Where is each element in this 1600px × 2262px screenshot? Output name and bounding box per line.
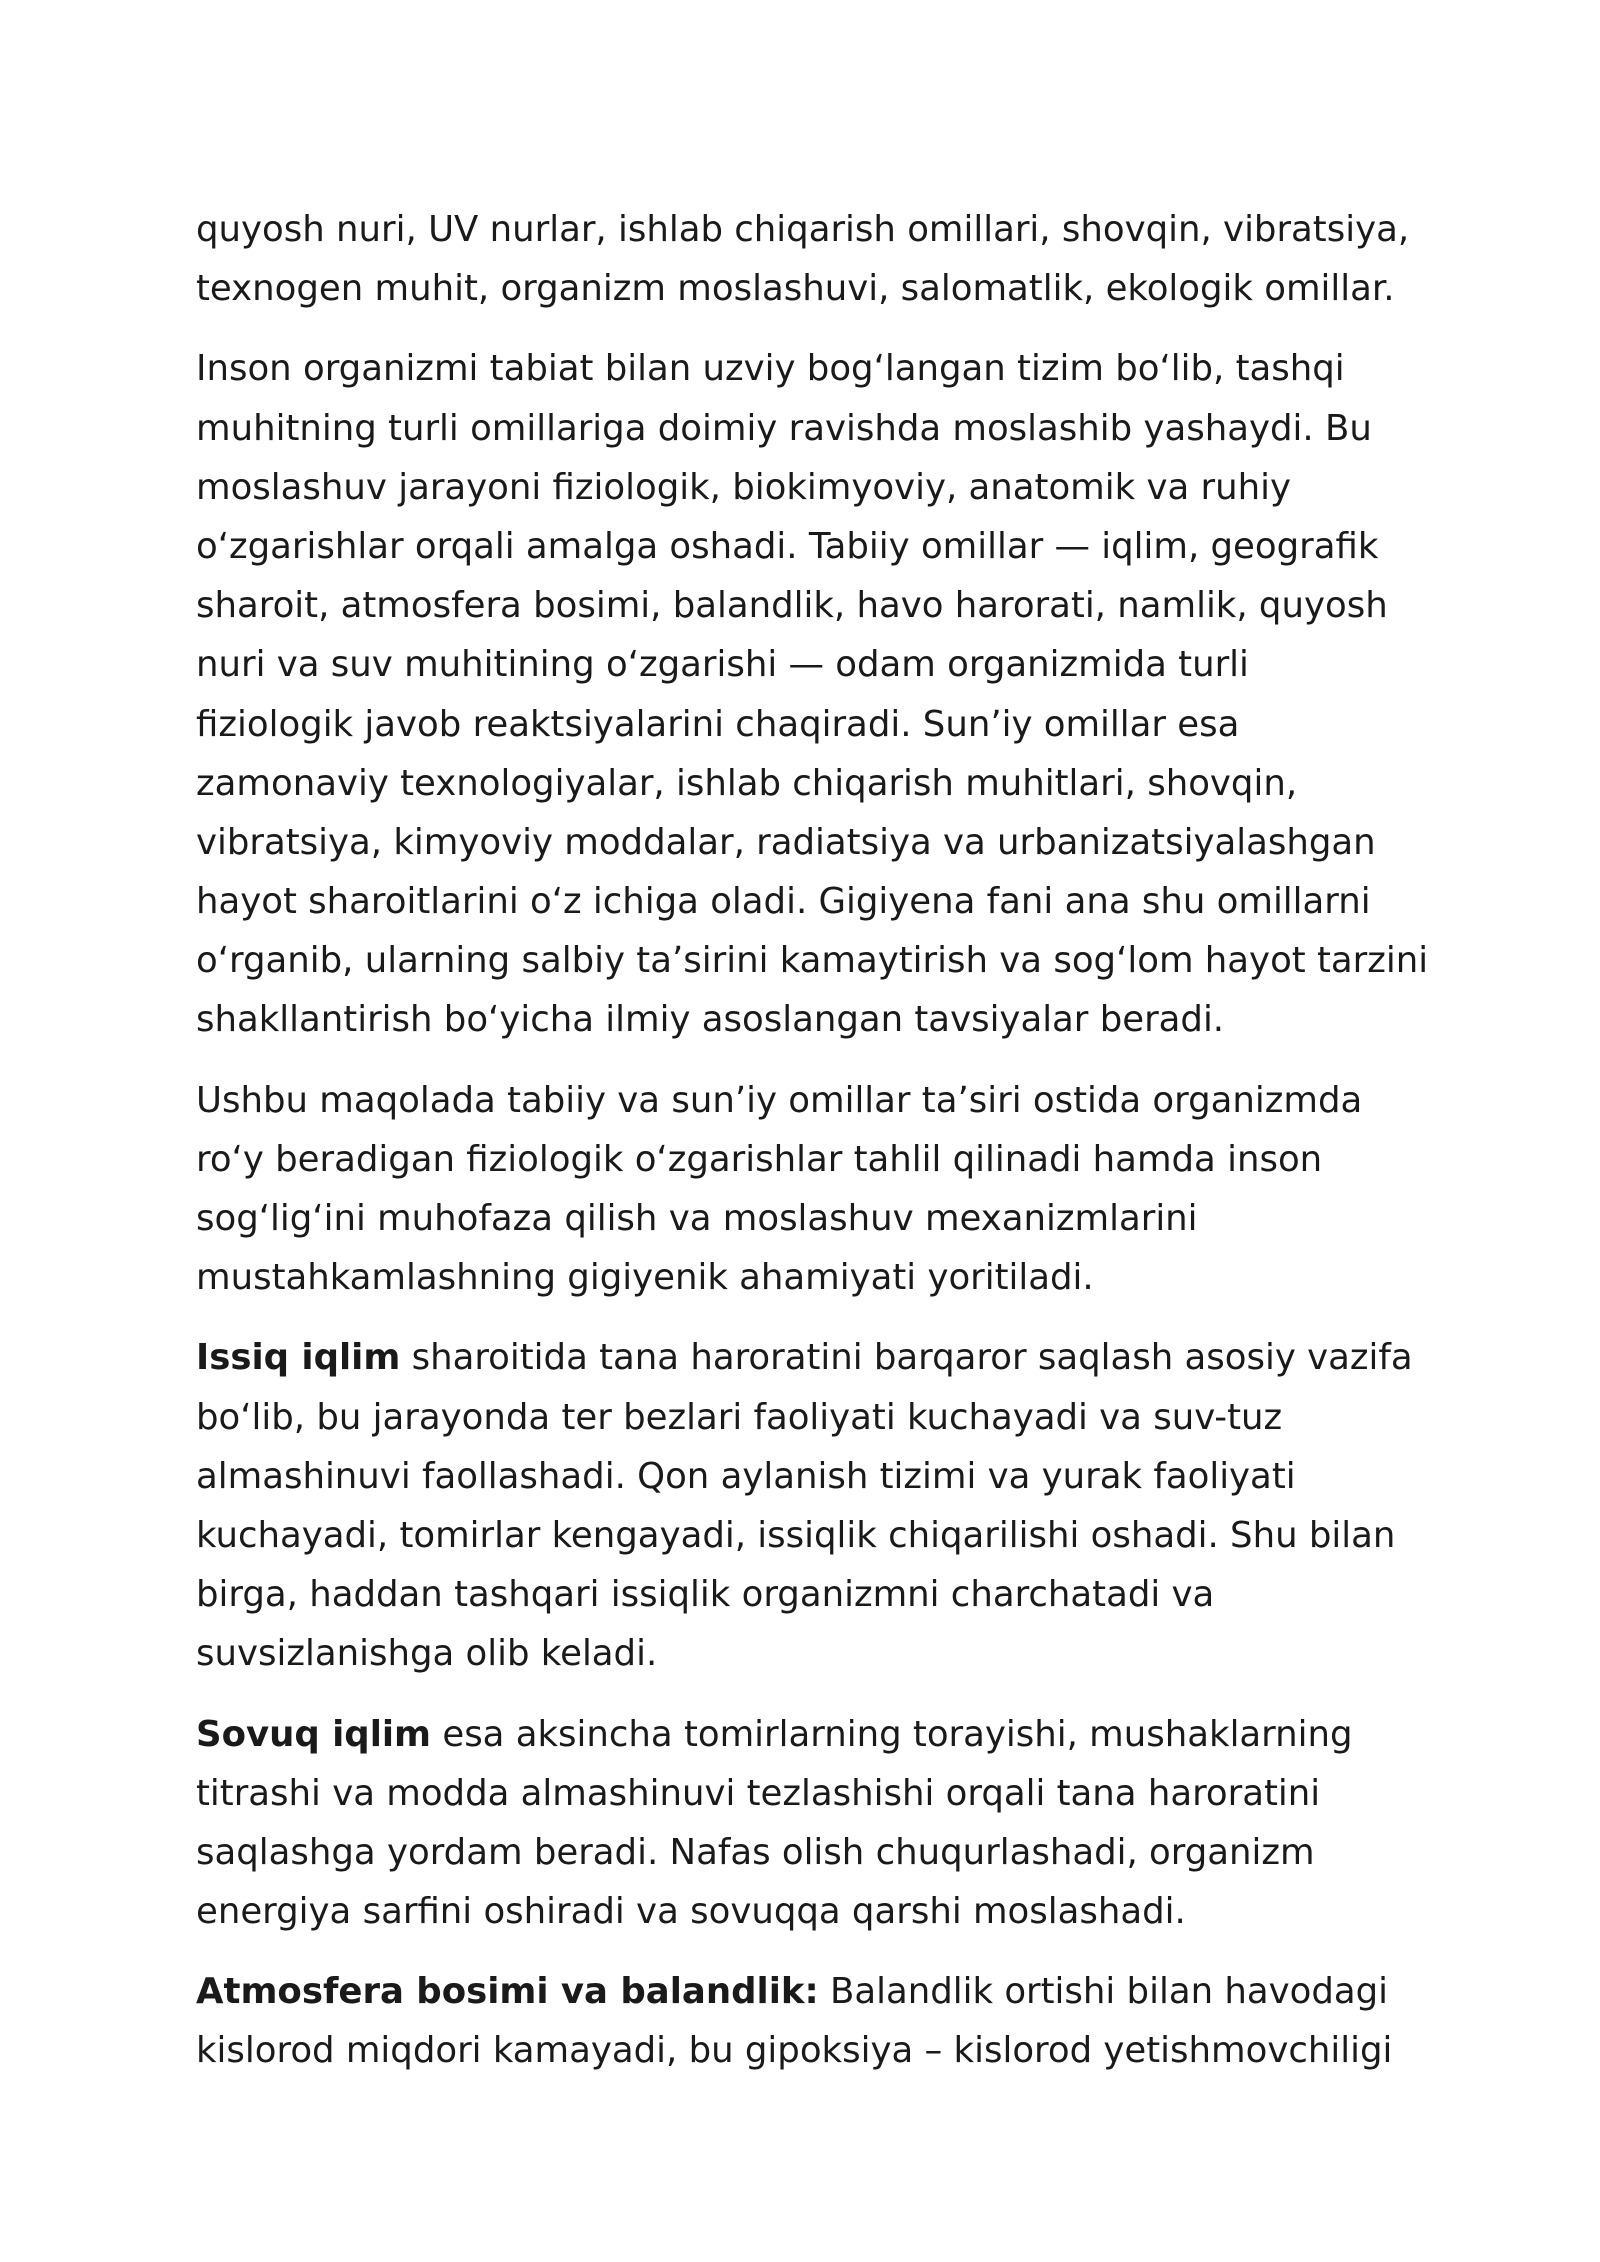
text-line: quyosh nuri, UV nurlar, ishlab chiqarish omillari, shovqin, vibratsiya, xyxy=(196,209,1410,250)
text-line: kislorod miqdori kamayadi, bu gipoksiya – kislorod yetishmovchiligi xyxy=(196,2030,1393,2072)
hot-climate-heading: Issiq iqlim xyxy=(196,1337,401,1379)
text-line: o‘zgarishlar orqali amalga oshadi. Tabiiy omillar — iqlim, geografik xyxy=(196,525,1379,567)
text-line: nuri va suv muhitining o‘zgarishi — odam organizmida turli xyxy=(196,644,1249,686)
text-line xyxy=(196,1705,1416,1764)
cold-climate-heading: Sovuq iqlim xyxy=(196,1713,432,1755)
text-line: suvsizlanishga olib keladi. xyxy=(196,1633,658,1675)
text-line: saqlashga yordam beradi. Nafas olish chuqurlashadi, organizm xyxy=(196,1831,1315,1873)
text-line: muhitning turli omillariga doimiy ravishda moslashib yashaydi. Bu xyxy=(196,407,1372,449)
text-line: mustahkamlashning gigiyenik ahamiyati yoritiladi. xyxy=(196,1257,1094,1299)
pressure-altitude-paragraph xyxy=(196,1962,1416,2080)
hot-climate-paragraph xyxy=(196,1328,1416,1683)
text-line: zamonaviy texnologiyalar, ishlab chiqarish muhitlari, shovqin, xyxy=(196,762,1298,804)
text-line: o‘rganib, ularning salbiy ta’sirini kamaytirish va sog‘lom hayot tarzini xyxy=(196,940,1429,982)
text-line: sog‘lig‘ini muhofaza qilish va moslashuv mexanizmlarini xyxy=(196,1198,1198,1239)
document-page xyxy=(196,200,1429,2102)
text-line: Inson organizmi tabiat bilan uzviy bog‘langan tizim bo‘lib, tashqi xyxy=(196,348,1345,390)
text-line xyxy=(196,1328,1416,1387)
text-line: texnogen muhit, organizm moslashuvi, salomatlik, ekologik omillar. xyxy=(196,268,1395,310)
text-run: esa aksincha tomirlarning torayishi, mushaklarning xyxy=(431,1713,1353,1755)
text-run: sharoitida tana haroratini barqaror saqlash asosiy vazifa xyxy=(400,1337,1413,1379)
text-line: bo‘lib, bu jarayonda ter bezlari faoliyati kuchayadi va suv-tuz xyxy=(196,1396,1283,1438)
pressure-altitude-heading: Atmosfera bosimi va balandlik: xyxy=(196,1971,819,2013)
text-run: Balandlik ortishi bilan havodagi xyxy=(818,1971,1389,2013)
text-line: hayot sharoitlarini o‘z ichiga oladi. Gigiyena fani ana shu omillarni xyxy=(196,881,1371,923)
text-line: sharoit, atmosfera bosimi, balandlik, havo harorati, namlik, quyosh xyxy=(196,585,1388,627)
text-line: vibratsiya, kimyoviy moddalar, radiatsiya va urbanizatsiyalashgan xyxy=(196,821,1376,863)
text-line: ro‘y beradigan fiziologik o‘zgarishlar tahlil qilinadi hamda inson xyxy=(196,1138,1323,1180)
text-line: birga, haddan tashqari issiqlik organizmni charchatadi va xyxy=(196,1574,1215,1616)
text-line: energiya sarfini oshiradi va sovuqqa qarshi moslashadi. xyxy=(196,1891,1186,1933)
intro-paragraph xyxy=(196,339,1429,1049)
text-line: almashinuvi faollashadi. Qon aylanish tizimi va yurak faoliyati xyxy=(196,1455,1296,1497)
cold-climate-paragraph xyxy=(196,1705,1416,1942)
text-line: moslashuv jarayoni fiziologik, biokimyoviy, anatomik va ruhiy xyxy=(196,466,1291,508)
purpose-paragraph xyxy=(196,1071,1416,1308)
text-line: Ushbu maqolada tabiiy va sun’iy omillar ta’siri ostida organizmda xyxy=(196,1079,1363,1121)
text-line: kuchayadi, tomirlar kengayadi, issiqlik chiqarilishi oshadi. Shu bilan xyxy=(196,1514,1396,1556)
text-line: fiziologik javob reaktsiyalarini chaqiradi. Sun’iy omillar esa xyxy=(196,703,1240,745)
keywords-paragraph xyxy=(196,200,1416,318)
text-line: shakllantirish bo‘yicha ilmiy asoslangan tavsiyalar beradi. xyxy=(196,999,1225,1041)
text-line xyxy=(196,1962,1416,2021)
text-line: titrashi va modda almashinuvi tezlashishi orqali tana haroratini xyxy=(196,1772,1321,1814)
